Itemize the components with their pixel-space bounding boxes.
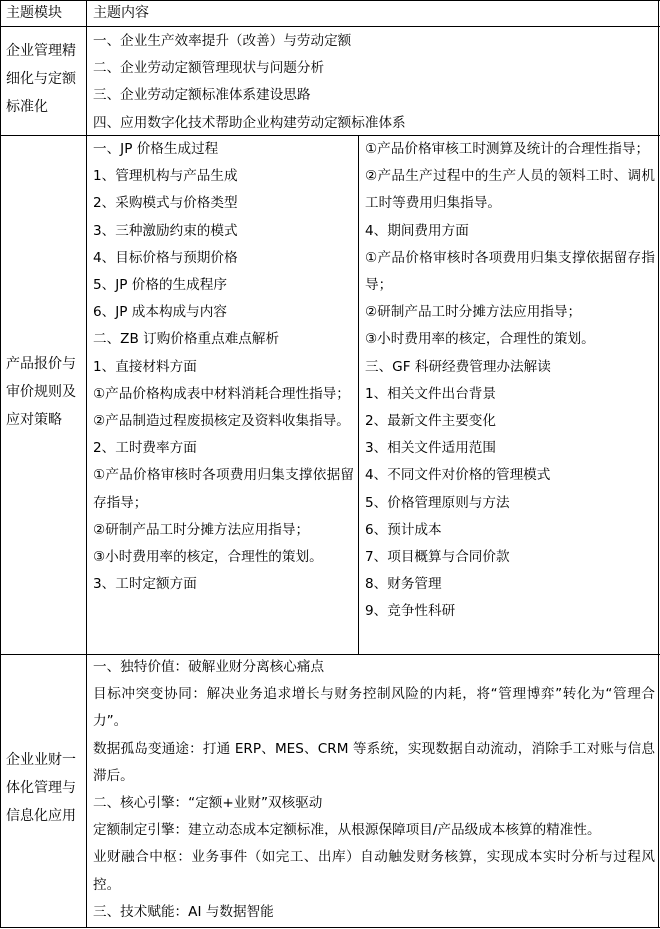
content-item: 1、相关文件出台背景 xyxy=(365,385,496,402)
content-item: 8、财务管理 xyxy=(365,576,442,593)
content-item: 1、管理机构与产品生成 xyxy=(93,168,238,185)
content-item: ①产品价格构成表中材料消耗合理性指导； xyxy=(93,385,350,402)
module-label-text: 企业管理精细化与定额标准化 xyxy=(6,43,76,115)
content-item: 四、应用数字化技术帮助企业构建劳动定额标准体系 xyxy=(93,114,406,131)
module-label-management xyxy=(6,37,84,121)
header-content-text: 主题内容 xyxy=(93,5,149,21)
header-module xyxy=(6,3,84,23)
content-item: 一、企业生产效率提升（改善）与劳动定额 xyxy=(93,33,352,49)
module-label-pricing xyxy=(6,350,84,434)
content-item: ①产品价格审核时各项费用归集支撑依据留存指导； xyxy=(93,467,354,511)
content-item: 4、目标价格与预期价格 xyxy=(93,249,238,266)
content-item: 一、JP 价格生成过程 xyxy=(93,141,219,157)
content-item: 5、JP 价格的生成程序 xyxy=(93,277,227,294)
content-item: 4、期间费用方面 xyxy=(365,222,469,239)
content-item: 3、工时定额方面 xyxy=(93,576,197,593)
content-item: ②研制产品工时分摊方法应用指导； xyxy=(93,521,310,538)
module-label-finance xyxy=(6,746,84,830)
content-item: 1、直接材料方面 xyxy=(93,358,197,375)
pricing-right-column xyxy=(365,136,655,626)
content-item: 二、核心引擎：“定额+业财”双核驱动 xyxy=(93,795,323,812)
column-divider xyxy=(86,0,87,928)
content-item: 三、技术赋能：AI 与数据智能 xyxy=(93,903,274,920)
row-divider xyxy=(0,26,660,27)
table-border-left xyxy=(0,0,1,928)
content-item: 6、JP 成本构成与内容 xyxy=(93,304,227,321)
content-item: 三、企业劳动定额标准体系建设思路 xyxy=(93,87,311,104)
content-item: ①产品价格审核工时测算及统计的合理性指导； xyxy=(365,141,650,157)
content-item: 5、价格管理原则与方法 xyxy=(365,494,510,511)
table-border-bottom xyxy=(0,927,660,928)
table-border-top xyxy=(0,0,660,1)
content-item: 定额制定引擎：建立动态成本定额标准，从根源保障项目/产品级成本核算的精准性。 xyxy=(93,822,601,839)
content-item: 6、预计成本 xyxy=(365,521,442,538)
module-label-text: 企业业财一体化管理与信息化应用 xyxy=(6,752,76,824)
content-item: ②产品生产过程中的生产人员的领料工时、调机工时等费用归集指导。 xyxy=(365,168,655,212)
header-module-text: 主题模块 xyxy=(6,5,62,21)
content-item: 9、竞争性科研 xyxy=(365,603,456,620)
content-item: 一、独特价值：破解业财分离核心痛点 xyxy=(93,659,325,675)
pricing-left-column xyxy=(93,136,354,598)
content-item: 4、不同文件对价格的管理模式 xyxy=(365,467,551,484)
content-item: 目标冲突变协同：解决业务追求增长与财务控制风险的内耗，将“管理博弈”转化为“管理合力”。 xyxy=(93,686,655,730)
module-label-text: 产品报价与审价规则及应对策略 xyxy=(6,356,76,428)
content-item: 7、项目概算与合同价款 xyxy=(365,549,510,566)
table-border-right xyxy=(658,0,659,928)
content-item: 三、GF 科研经费管理办法解读 xyxy=(365,358,551,375)
content-item: 二、ZB 订购价格重点难点解析 xyxy=(93,331,280,348)
content-item: 业财融合中枢：业务事件（如完工、出库）自动触发财务核算，实现成本实时分析与过程风控。 xyxy=(93,849,655,893)
content-item: 2、采购模式与价格类型 xyxy=(93,195,238,212)
content-item: 2、工时费率方面 xyxy=(93,440,197,457)
module-content-finance xyxy=(93,654,655,926)
subcolumn-divider xyxy=(358,135,359,655)
content-item: 二、企业劳动定额管理现状与问题分析 xyxy=(93,60,325,77)
header-content xyxy=(93,3,653,23)
content-item: 3、三种激励约束的模式 xyxy=(93,222,238,239)
content-item: ③小时费用率的核定，合理性的策划。 xyxy=(93,549,323,566)
content-item: 3、相关文件适用范围 xyxy=(365,440,496,457)
content-item: 2、最新文件主要变化 xyxy=(365,413,496,430)
module-content-management xyxy=(93,28,655,137)
content-item: ②产品制造过程废损核定及资料收集指导。 xyxy=(93,413,350,430)
content-item: ③小时费用率的核定，合理性的策划。 xyxy=(365,331,595,348)
content-item: 数据孤岛变通途：打通 ERP、MES、CRM 等系统，实现数据自动流动，消除手工对账与信息滞后。 xyxy=(93,740,655,784)
content-item: ①产品价格审核时各项费用归集支撑依据留存指导； xyxy=(365,249,655,294)
content-item: ②研制产品工时分摊方法应用指导； xyxy=(365,304,582,321)
